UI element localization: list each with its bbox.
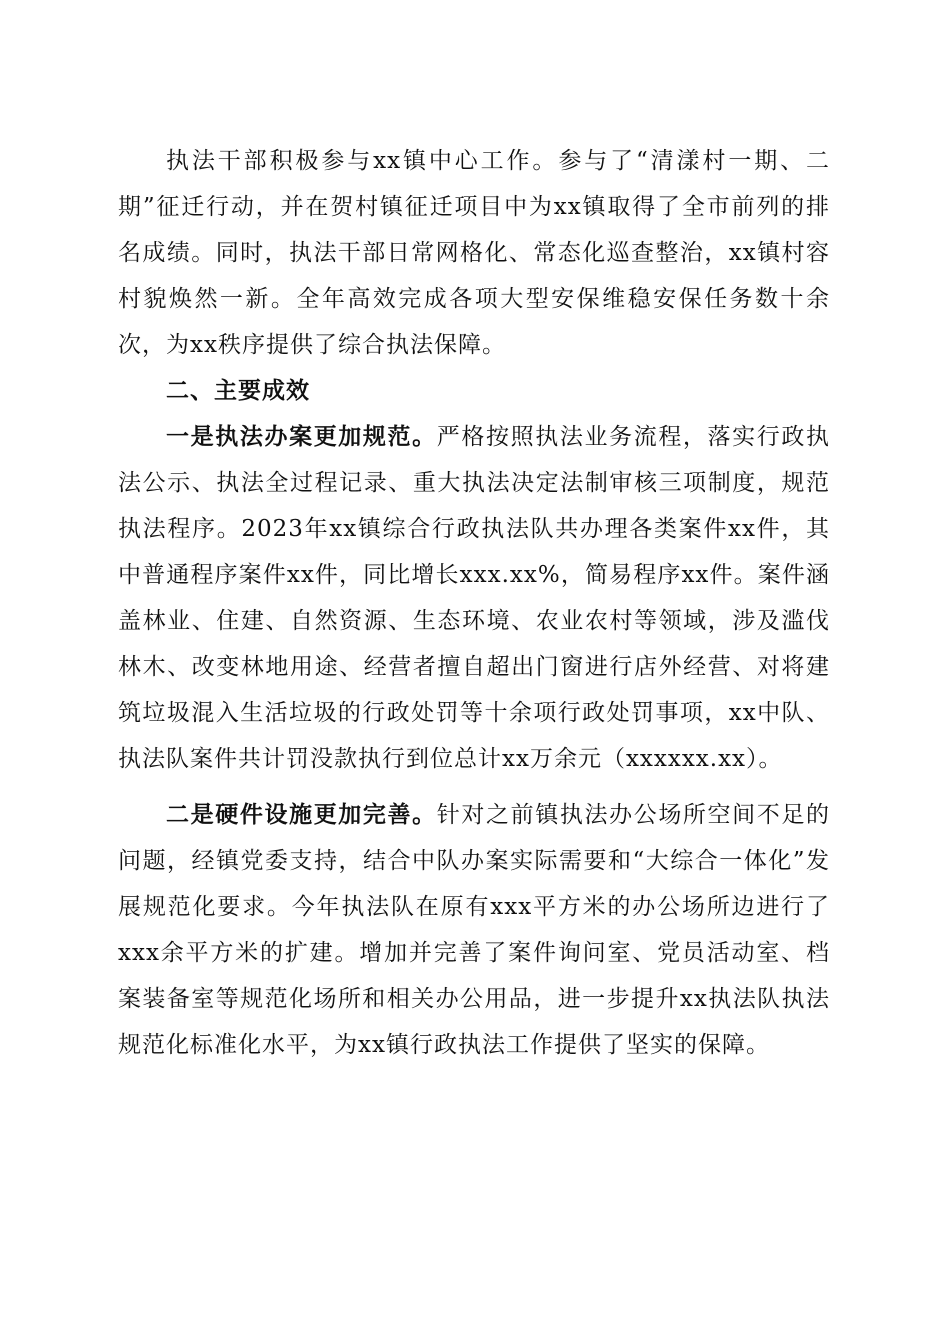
paragraph-intro: 执法干部积极参与xx镇中心工作。参与了“清漾村一期、二期”征迁行动，并在贺村镇征迁项目中为xx镇取得了全市前列的排名成绩。同时，执法干部日常网格化、常态化巡查整治，xx镇村容村貌焕然一新。全年高效完成各项大型安保维稳安保任务数十余次，为xx秩序提供了综合执法保障。 xyxy=(118,148,830,358)
document-body xyxy=(118,138,830,1068)
paragraph-gap xyxy=(118,782,830,792)
section-heading: 二、主要成效 xyxy=(166,378,310,404)
point-2-body: 针对之前镇执法办公场所空间不足的问题，经镇党委支持，结合中队办案实际需要和“大综合一体化”发展规范化要求。今年执法队在原有xxx平方米的办公场所边进行了xxx余平方米的扩建。增加并完善了案件询问室、党员活动室、档案装备室等规范化场所和相关办公用品，进一步提升xx执法队执法规范化标准化水平，为xx镇行政执法工作提供了坚实的保障。 xyxy=(118,802,831,1058)
point-1-lead: 一是执法办案更加规范。 xyxy=(166,423,437,450)
paragraph-point-1 xyxy=(118,414,830,782)
point-1-body: 严格按照执法业务流程，落实行政执法公示、执法全过程记录、重大执法决定法制审核三项制度，规范执法程序。2023年xx镇综合行政执法队共办理各类案件xx件，其中普通程序案件xx件，同比增长xxx.xx%，简易程序xx件。案件涵盖林业、住建、自然资源、生态环境、农业农村等领域，涉及滥伐林木、改变林地用途、经营者擅自超出门窗进行店外经营、对将建筑垃圾混入生活垃圾的行政处罚等十余项行政处罚事项，xx中队、执法队案件共计罚没款执行到位总计xx万余元（xxxxxx.xx）。 xyxy=(118,424,831,772)
point-2-lead: 二是硬件设施更加完善。 xyxy=(166,801,437,828)
paragraph-point-2 xyxy=(118,792,830,1068)
